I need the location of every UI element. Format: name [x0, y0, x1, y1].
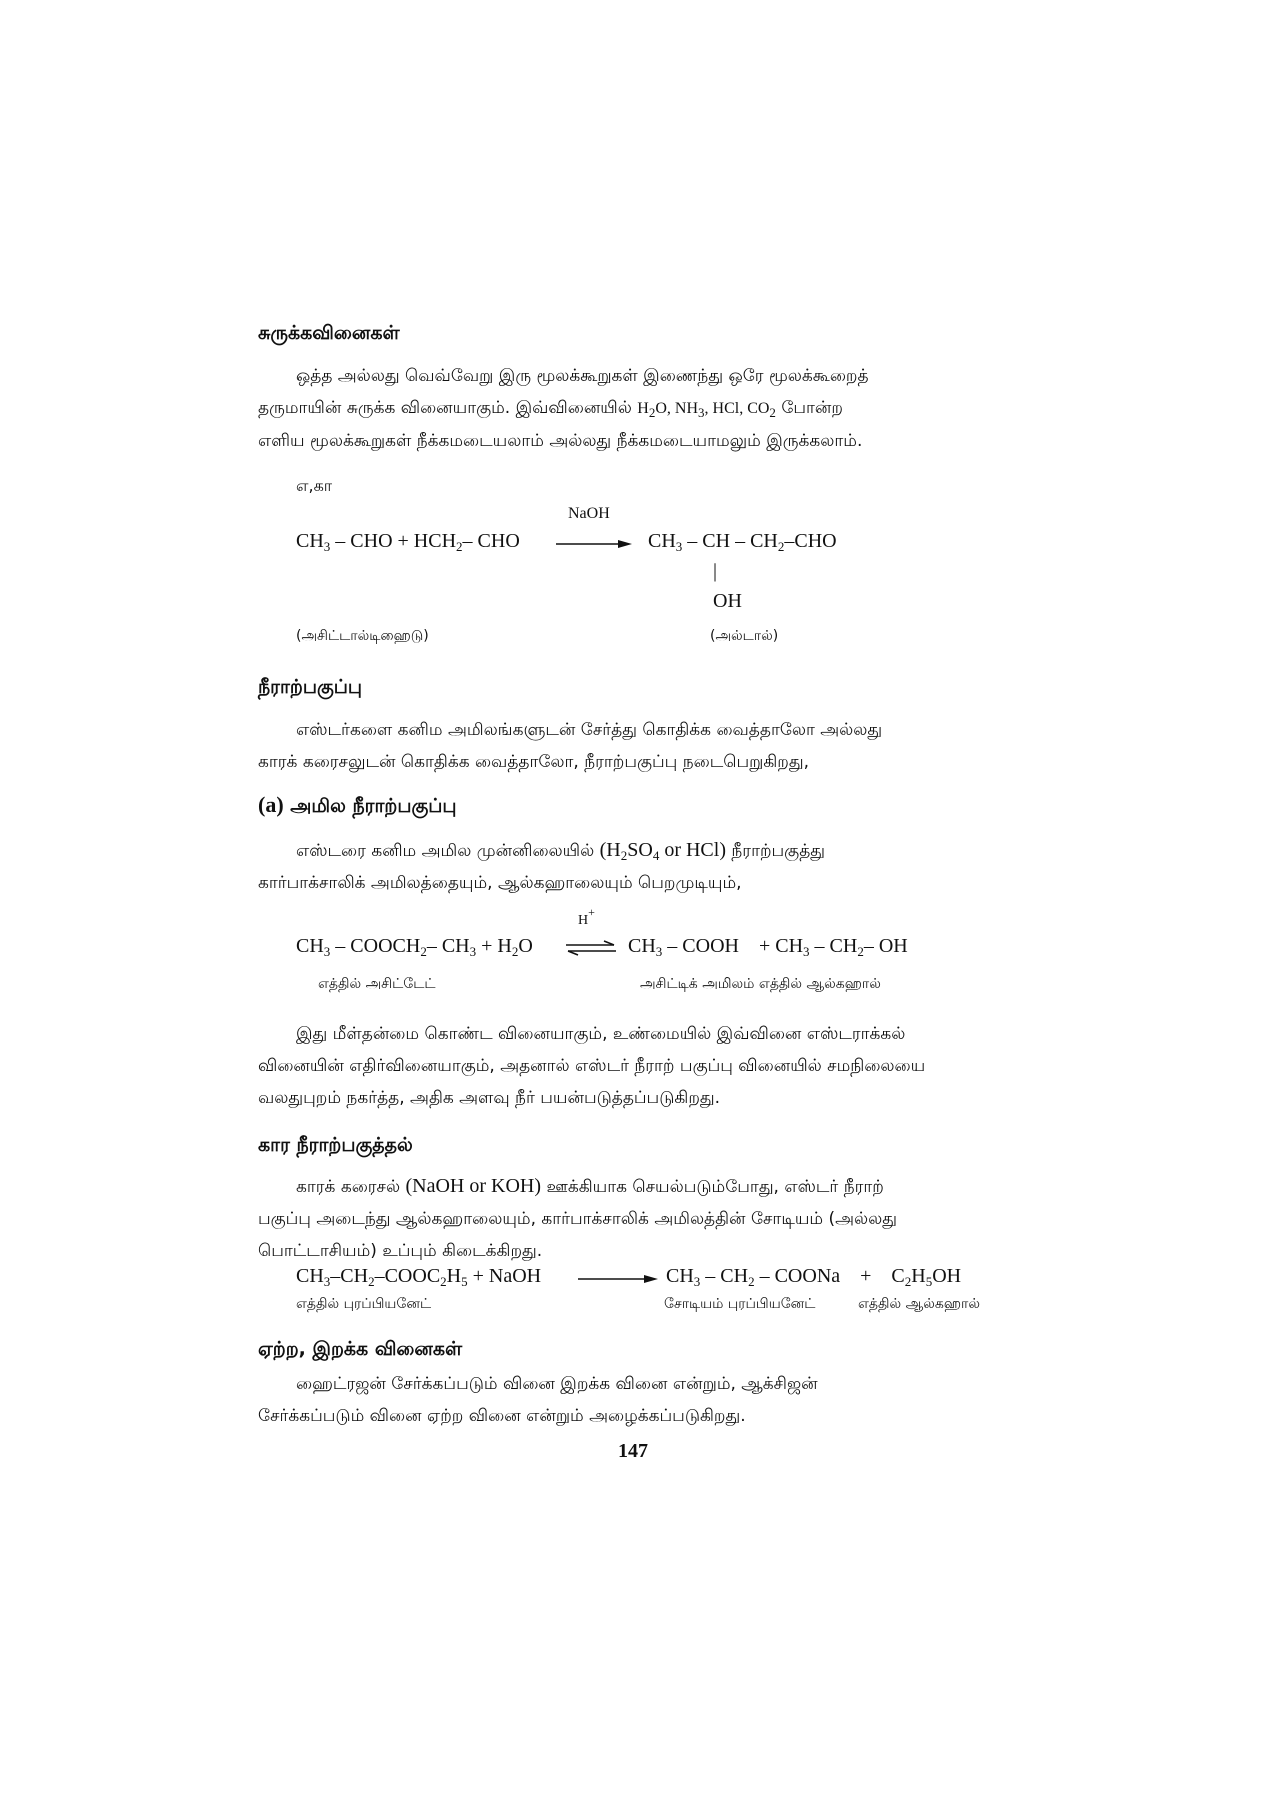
reaction1-label-acetaldehyde: (அசிட்டால்டிஹைடு): [296, 628, 429, 644]
reaction3-label-ethyl-alcohol: எத்தில் ஆல்கஹால்: [858, 1296, 980, 1312]
para-line: கார்பாக்சாலிக் அமிலத்தையும், ஆல்கஹாலையும் பெறமுடியும்,: [258, 873, 742, 893]
reaction1-product: $CH_3$ – CH – $CH_2$–CHO: [648, 530, 837, 554]
para-line: ஒத்த அல்லது வெவ்வேறு இரு மூலக்கூறுகள் இணைந்து ஒரே மூலக்கூறைத்: [296, 366, 869, 386]
reaction2-reactants: $CH_3$ – $COOCH_2-$ $CH_3 + H_2O$: [296, 935, 533, 959]
reaction3-reactants: $CH_3-CH_2-COOC_2H_5$ + NaOH: [296, 1265, 542, 1289]
paragraph-redox: [258, 1368, 1018, 1432]
section-heading-base-hydrolysis: கார நீராற்பகுத்தல்: [258, 1134, 413, 1156]
reaction2-equilibrium-arrow-icon: [566, 940, 616, 956]
reaction2-catalyst: H+: [578, 905, 595, 928]
paragraph-base-hydrolysis: [258, 1170, 1018, 1267]
section-heading-acid-hydrolysis: (a) அமில நீராற்பகுப்பு: [258, 792, 457, 817]
reaction3-products: $CH_3 - CH_2$ – COONa + $C_2H_5OH$: [666, 1265, 962, 1289]
example-label: எ,கா: [296, 476, 333, 495]
reaction1-branch-bond: |: [713, 560, 718, 582]
section-heading-condensation: சுருக்கவினைகள்: [258, 322, 400, 344]
reaction2-label-products: அசிட்டிக் அமிலம் எத்தில் ஆல்கஹால்: [640, 976, 881, 992]
reaction3-arrow-icon: [578, 1273, 658, 1285]
section-heading-hydrolysis: நீராற்பகுப்பு: [258, 676, 363, 698]
para-line: காரக் கரைசலுடன் கொதிக்க வைத்தாலோ, நீராற்பகுப்பு நடைபெறுகிறது,: [258, 752, 809, 772]
para-line: சேர்க்கப்படும் வினை ஏற்ற வினை என்றும் அழைக்கப்படுகிறது.: [258, 1406, 746, 1426]
para-line: பகுப்பு அடைந்து ஆல்கஹாலையும், கார்பாக்சாலிக் அமிலத்தின் சோடியம் (அல்லது: [258, 1209, 897, 1229]
para-line: வலதுபுறம் நகர்த்த, அதிக அளவு நீர் பயன்படுத்தப்படுகிறது.: [258, 1088, 721, 1108]
page-number: 147: [618, 1440, 648, 1462]
para-line: ஹைட்ரஜன் சேர்க்கப்படும் வினை இறக்க வினை என்றும், ஆக்சிஜன்: [296, 1374, 818, 1394]
para-line: இது மீள்தன்மை கொண்ட வினையாகும், உண்மையில் இவ்வினை எஸ்டராக்கல்: [296, 1024, 906, 1044]
para-line: பொட்டாசியம்) உப்பும் கிடைக்கிறது.: [258, 1241, 543, 1261]
para-line: எஸ்டர்களை கனிம அமிலங்களுடன் சேர்த்து கொதிக்க வைத்தாலோ அல்லது: [296, 720, 883, 740]
para-line: காரக் கரைசல் (NaOH or KOH) ஊக்கியாக செயல்படும்போது, எஸ்டர் நீராற்: [296, 1175, 884, 1197]
para-line: எளிய மூலக்கூறுகள் நீக்கமடையலாம் அல்லது நீக்கமடையாமலும் இருக்கலாம்.: [258, 431, 863, 451]
reaction2-products: $CH_3$ – COOH + $CH_3 - CH_2-$ OH: [628, 935, 908, 959]
paragraph-hydrolysis: [258, 714, 1018, 778]
paragraph-acid-hydrolysis: [258, 834, 1018, 899]
para-line: தருமாயின் சுருக்க வினையாகும். இவ்வினையில் $H_2O$, $NH_3$, HCl, $CO_2$ போன்ற: [258, 398, 843, 420]
reaction1-label-aldol: (அல்டால்): [710, 628, 779, 644]
reaction2-label-ethyl-acetate: எத்தில் அசிட்டேட்: [318, 976, 436, 992]
reaction3-label-sodium-propionate: சோடியம் புரப்பியனேட்: [664, 1296, 816, 1312]
reaction1-reactants: $CH_3$ – CHO + $HCH_2-$ CHO: [296, 530, 520, 554]
section-heading-redox: ஏற்ற, இறக்க வினைகள்: [258, 1338, 463, 1360]
reaction3-label-ethyl-propionate: எத்தில் புரப்பியனேட்: [296, 1296, 432, 1312]
para-line: எஸ்டரை கனிம அமில முன்னிலையில் ($H_2SO_4$ or HCl) நீராற்பகுத்து: [296, 839, 826, 863]
reaction1-catalyst: NaOH: [568, 505, 610, 522]
reaction1-arrow-icon: [556, 538, 632, 550]
paragraph-equilibrium: [258, 1018, 1018, 1114]
reaction1-branch-oh: OH: [713, 590, 742, 612]
paragraph-condensation: [258, 360, 1018, 457]
para-line: வினையின் எதிர்வினையாகும், அதனால் எஸ்டர் நீராற் பகுப்பு வினையில் சமநிலையை: [258, 1056, 926, 1076]
